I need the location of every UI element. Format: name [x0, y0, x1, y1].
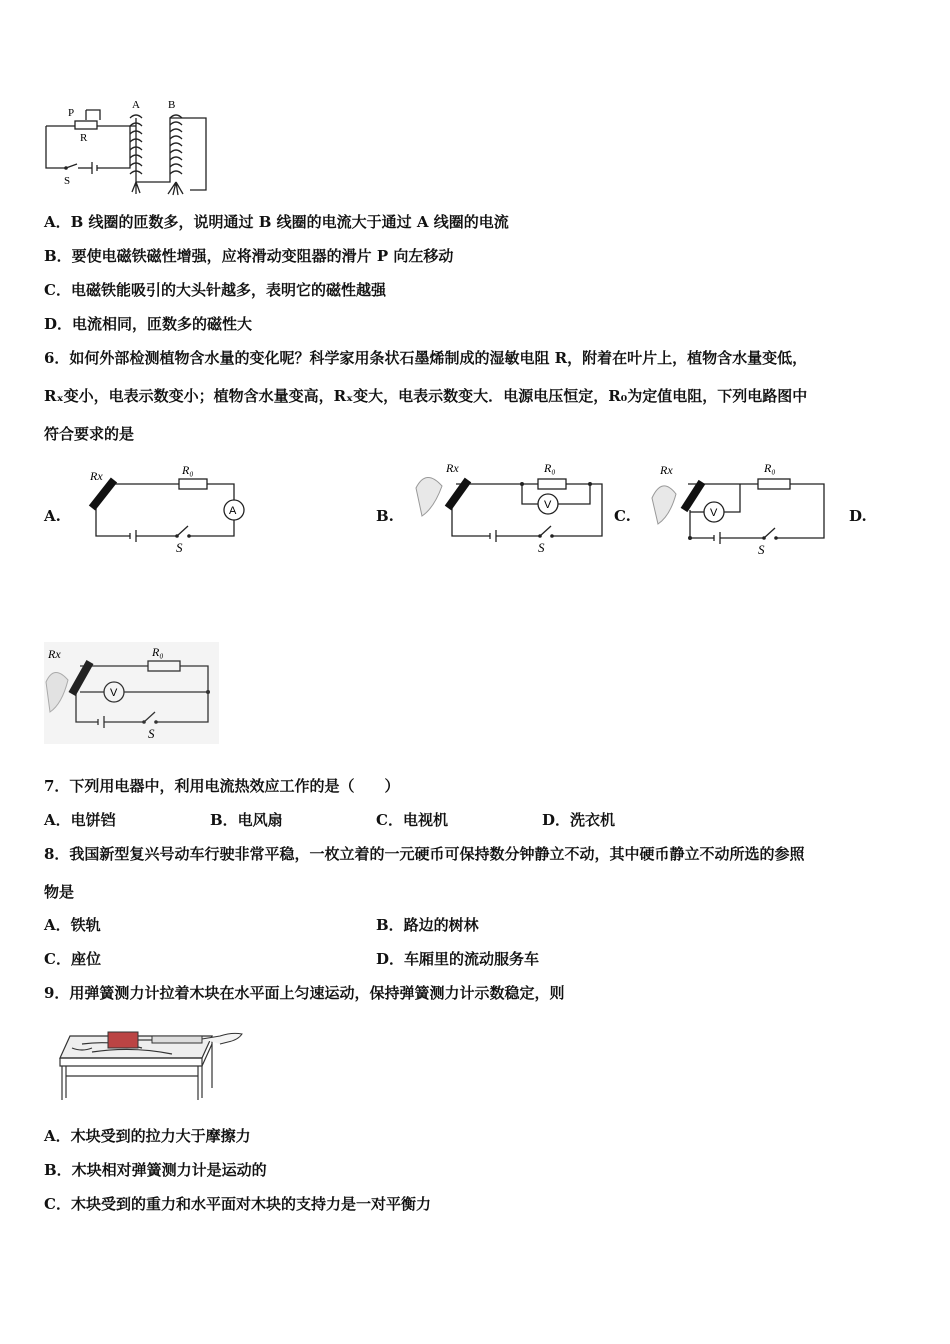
label-s: S — [538, 540, 545, 555]
label-r0: R₀ — [182, 463, 194, 477]
q7-option-b: B．电风扇 — [210, 811, 283, 829]
q8-stem-line2: 物是 — [44, 883, 75, 901]
q7-stem: 7．下列用电器中，利用电流热效应工作的是（ ） — [44, 777, 400, 795]
circuit-c-figure — [650, 458, 830, 558]
spring-scale-table-figure — [52, 1018, 252, 1104]
q9-option-c: C．木块受到的重力和水平面对木块的支持力是一对平衡力 — [44, 1195, 431, 1213]
q8-option-b: B．路边的树林 — [376, 916, 479, 934]
label-s: S — [148, 726, 155, 741]
label-a: A — [132, 99, 140, 111]
q5-option-c: C．电磁铁能吸引的大头针越多，表明它的磁性越强 — [44, 281, 386, 299]
q5-option-a: A．B 线圈的匝数多，说明通过 B 线圈的电流大于通过 A 线圈的电流 — [44, 213, 509, 231]
label-r0: R₀ — [544, 461, 556, 475]
voltmeter-label: V — [110, 687, 118, 699]
voltmeter-label: V — [710, 507, 718, 519]
q6-label-c: C. — [614, 507, 631, 525]
q8-option-a: A．铁轨 — [44, 916, 101, 934]
label-s: S — [758, 542, 765, 557]
label-s: S — [64, 175, 71, 187]
label-r0: R₀ — [764, 461, 776, 475]
q6-label-b: B. — [376, 507, 394, 525]
label-b: B — [168, 99, 176, 111]
electromagnet-circuit-figure — [40, 98, 215, 198]
label-s: S — [176, 540, 183, 555]
q6-stem-line3: 符合要求的是 — [44, 425, 135, 443]
ammeter-label: A — [229, 505, 237, 517]
label-r: R — [80, 132, 88, 144]
label-rx: Rx — [48, 647, 61, 661]
q8-option-d: D．车厢里的流动服务车 — [376, 950, 540, 968]
q6-label-a: A. — [44, 507, 61, 525]
q8-stem-line1: 8．我国新型复兴号动车行驶非常平稳，一枚立着的一元硬币可保持数分钟静立不动，其中硬币静立不动所选的参照 — [44, 845, 805, 863]
q5-option-d: D．电流相同，匝数多的磁性大 — [44, 315, 253, 333]
q9-stem: 9．用弹簧测力计拉着木块在水平面上匀速运动，保持弹簧测力计示数稳定，则 — [44, 984, 565, 1002]
label-r0: R₀ — [152, 645, 164, 659]
q8-option-c: C．座位 — [44, 950, 101, 968]
label-p: P — [68, 107, 75, 119]
q7-option-d: D．洗衣机 — [542, 811, 616, 829]
q7-option-a: A．电饼铛 — [44, 811, 116, 829]
circuit-d-figure — [44, 642, 219, 744]
q7-option-c: C．电视机 — [376, 811, 448, 829]
label-rx: Rx — [90, 469, 103, 483]
q6-stem-line1: 6．如何外部检测植物含水量的变化呢？科学家用条状石墨烯制成的湿敏电阻 R，附着在叶片上，植物含水量变低， — [44, 349, 808, 367]
circuit-a-figure — [84, 458, 259, 558]
q5-option-b: B．要使电磁铁磁性增强，应将滑动变阻器的滑片 P 向左移动 — [44, 247, 454, 265]
q6-stem-line2: Rₓ变小，电表示数变小；植物含水量变高，Rₓ变大，电表示数变大．电源电压恒定，R₀为定值电阻，下列电路图中 — [44, 387, 808, 405]
label-rx: Rx — [446, 461, 459, 475]
voltmeter-label: V — [544, 499, 552, 511]
q9-option-b: B．木块相对弹簧测力计是运动的 — [44, 1161, 267, 1179]
label-rx: Rx — [660, 463, 673, 477]
q6-label-d: D. — [849, 507, 867, 525]
q9-option-a: A．木块受到的拉力大于摩擦力 — [44, 1127, 251, 1145]
circuit-b-figure — [412, 458, 607, 558]
